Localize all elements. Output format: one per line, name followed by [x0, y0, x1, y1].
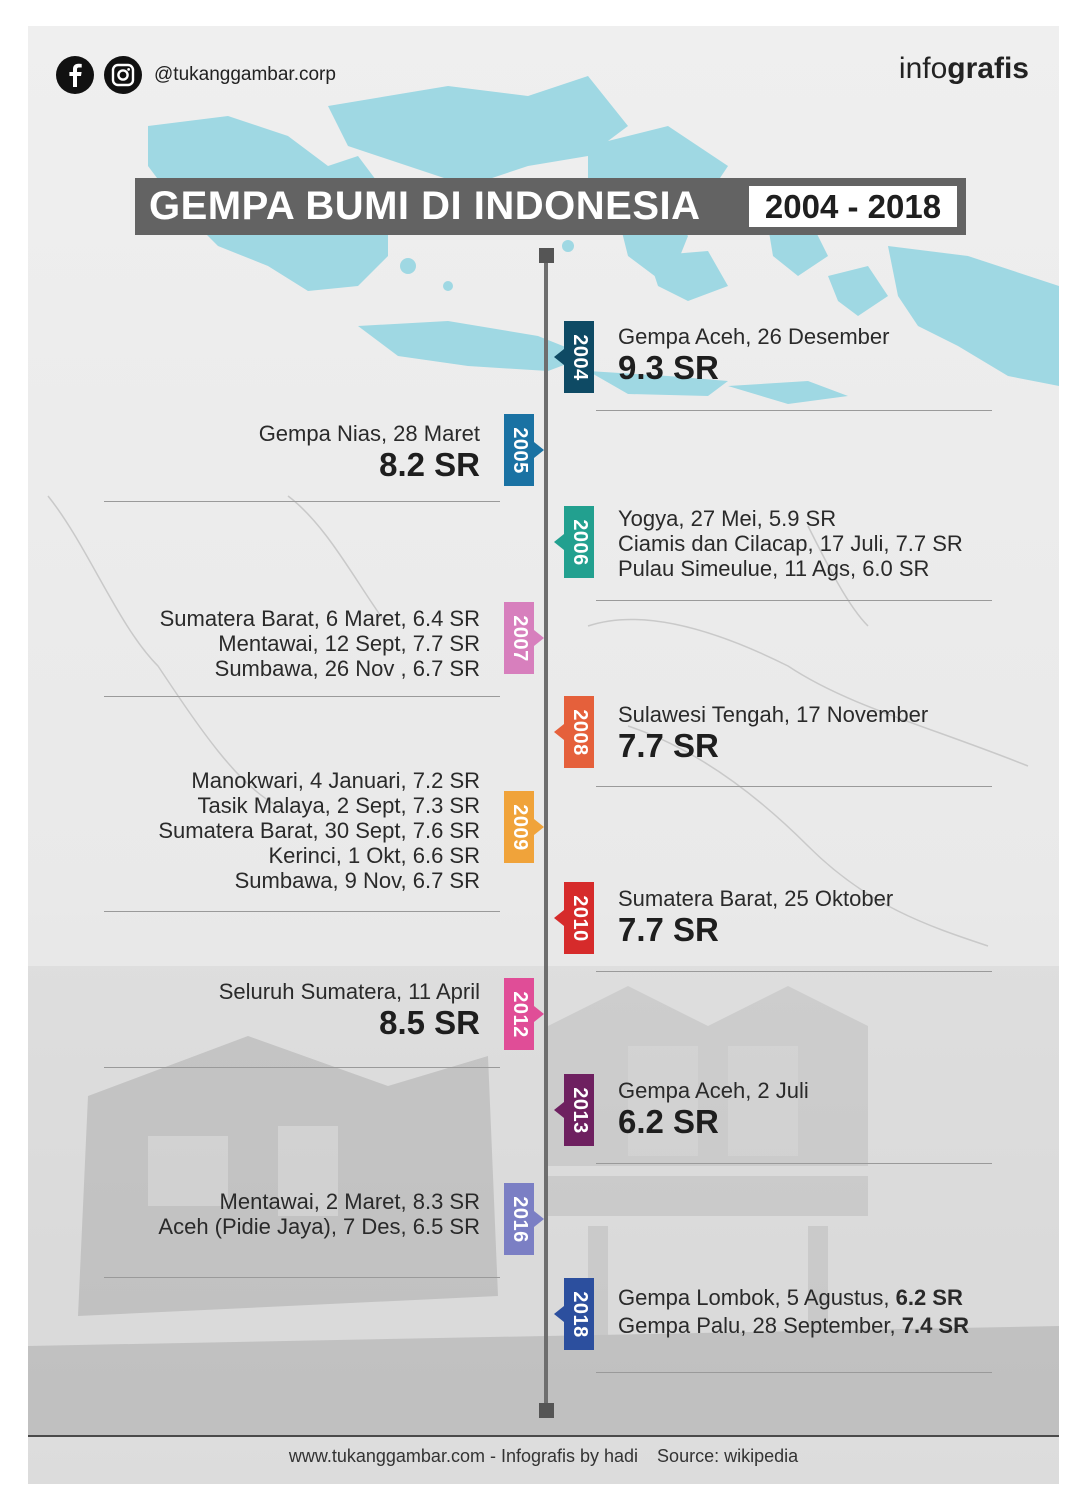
- entry-line: Seluruh Sumatera, 11 April: [218, 979, 480, 1004]
- entry-line: [618, 1284, 1038, 1312]
- entry-divider: [596, 1372, 992, 1373]
- timeline-entry-2016: [60, 1189, 480, 1239]
- year-tag-2013: [564, 1074, 594, 1146]
- year-label: 2008: [568, 708, 591, 756]
- timeline-entry-2008: [618, 702, 1038, 765]
- year-tag-2010: [564, 882, 594, 954]
- timeline-entry-2009: [60, 768, 480, 893]
- year-label: 2012: [508, 990, 531, 1038]
- facebook-icon[interactable]: [56, 56, 94, 94]
- brand-logo: [899, 52, 1029, 86]
- year-tag-2006: [564, 506, 594, 578]
- year-tag-2016: [504, 1183, 534, 1255]
- entry-line: Gempa Aceh, 2 Juli: [618, 1078, 809, 1103]
- entry-divider: [104, 1277, 500, 1278]
- year-label: 2009: [508, 803, 531, 851]
- entry-divider: [596, 786, 992, 787]
- year-label: 2006: [568, 518, 591, 566]
- entry-divider: [596, 1163, 992, 1164]
- entry-line: Gempa Nias, 28 Maret: [258, 421, 480, 446]
- entry-line: Sumbawa, 9 Nov, 6.7 SR: [234, 868, 480, 893]
- year-label: 2005: [508, 426, 531, 474]
- entry-magnitude: 6.2 SR: [895, 1285, 963, 1310]
- entry-line: Sumbawa, 26 Nov , 6.7 SR: [214, 656, 480, 681]
- year-tag-2004: [564, 321, 594, 393]
- entry-line: Sumatera Barat, 30 Sept, 7.6 SR: [158, 818, 480, 843]
- entry-line: Ciamis dan Cilacap, 17 Juli, 7.7 SR: [618, 531, 963, 556]
- year-tag-2009: [504, 791, 534, 863]
- entry-magnitude: 7.7 SR: [618, 727, 719, 764]
- footer-source: Source: wikipedia: [657, 1446, 799, 1466]
- timeline-entry-2006: [618, 506, 1038, 581]
- entry-line: Kerinci, 1 Okt, 6.6 SR: [268, 843, 480, 868]
- entry-line: Tasik Malaya, 2 Sept, 7.3 SR: [197, 793, 480, 818]
- timeline-entry-2018: [618, 1284, 1038, 1340]
- entry-magnitude: 7.4 SR: [901, 1313, 969, 1338]
- footer-credit: www.tukanggambar.com - Infografis by hadi: [288, 1446, 639, 1466]
- page-title: GEMPA BUMI DI INDONESIA: [149, 184, 701, 228]
- entry-divider: [596, 600, 992, 601]
- social-handle[interactable]: @tukanggambar.corp: [154, 64, 336, 85]
- entry-magnitude: 8.5 SR: [379, 1004, 480, 1041]
- year-tag-2007: [504, 602, 534, 674]
- entry-line: Manokwari, 4 Januari, 7.2 SR: [191, 768, 480, 793]
- instagram-icon[interactable]: [104, 56, 142, 94]
- year-label: 2013: [568, 1086, 591, 1134]
- timeline-start-cap: [539, 248, 554, 263]
- entry-line: [618, 1312, 1038, 1340]
- timeline-entry-2010: [618, 886, 1038, 949]
- footer-divider: [28, 1435, 1059, 1437]
- year-tag-2018: [564, 1278, 594, 1350]
- year-label: 2010: [568, 894, 591, 942]
- entry-magnitude: 8.2 SR: [379, 446, 480, 483]
- entry-line: Gempa Aceh, 26 Desember: [618, 324, 890, 349]
- social-block: [56, 56, 336, 94]
- entry-line: Mentawai, 2 Maret, 8.3 SR: [219, 1189, 480, 1214]
- entry-line-text: Gempa Lombok, 5 Agustus,: [618, 1285, 896, 1310]
- timeline-entry-2013: [618, 1078, 1038, 1141]
- entry-magnitude: 7.7 SR: [618, 911, 719, 948]
- entry-line: Pulau Simeulue, 11 Ags, 6.0 SR: [618, 556, 930, 581]
- timeline-entry-2004: [618, 324, 1038, 387]
- entry-divider: [104, 501, 500, 502]
- entry-line: Yogya, 27 Mei, 5.9 SR: [618, 506, 837, 531]
- year-tag-2005: [504, 414, 534, 486]
- title-years: 2004 - 2018: [749, 186, 957, 227]
- entry-divider: [596, 410, 992, 411]
- year-tag-2012: [504, 978, 534, 1050]
- entry-line-text: Gempa Palu, 28 September,: [618, 1313, 902, 1338]
- entry-line: Sumatera Barat, 25 Oktober: [618, 886, 894, 911]
- footer: [28, 1446, 1059, 1467]
- entry-line: Mentawai, 12 Sept, 7.7 SR: [218, 631, 480, 656]
- timeline-entry-2007: [60, 606, 480, 681]
- brand-light: info: [898, 52, 948, 85]
- entry-magnitude: 6.2 SR: [618, 1103, 719, 1140]
- timeline-end-cap: [539, 1403, 554, 1418]
- year-label: 2018: [568, 1290, 591, 1338]
- entry-line: Sumatera Barat, 6 Maret, 6.4 SR: [159, 606, 480, 631]
- timeline-entry-2012: [60, 979, 480, 1042]
- infographic-poster: [28, 26, 1059, 1484]
- year-label: 2016: [508, 1195, 531, 1243]
- year-label: 2004: [568, 333, 591, 381]
- entry-divider: [104, 1067, 500, 1068]
- brand-bold: grafis: [947, 52, 1029, 85]
- timeline-entry-2005: [60, 421, 480, 484]
- year-label: 2007: [508, 614, 531, 662]
- title-bar: [135, 178, 966, 235]
- year-tag-2008: [564, 696, 594, 768]
- entry-divider: [104, 911, 500, 912]
- entry-divider: [104, 696, 500, 697]
- entry-line: Sulawesi Tengah, 17 November: [618, 702, 929, 727]
- entry-line: Aceh (Pidie Jaya), 7 Des, 6.5 SR: [158, 1214, 480, 1239]
- timeline-axis: [544, 256, 548, 1406]
- entry-divider: [596, 971, 992, 972]
- entry-magnitude: 9.3 SR: [618, 349, 719, 386]
